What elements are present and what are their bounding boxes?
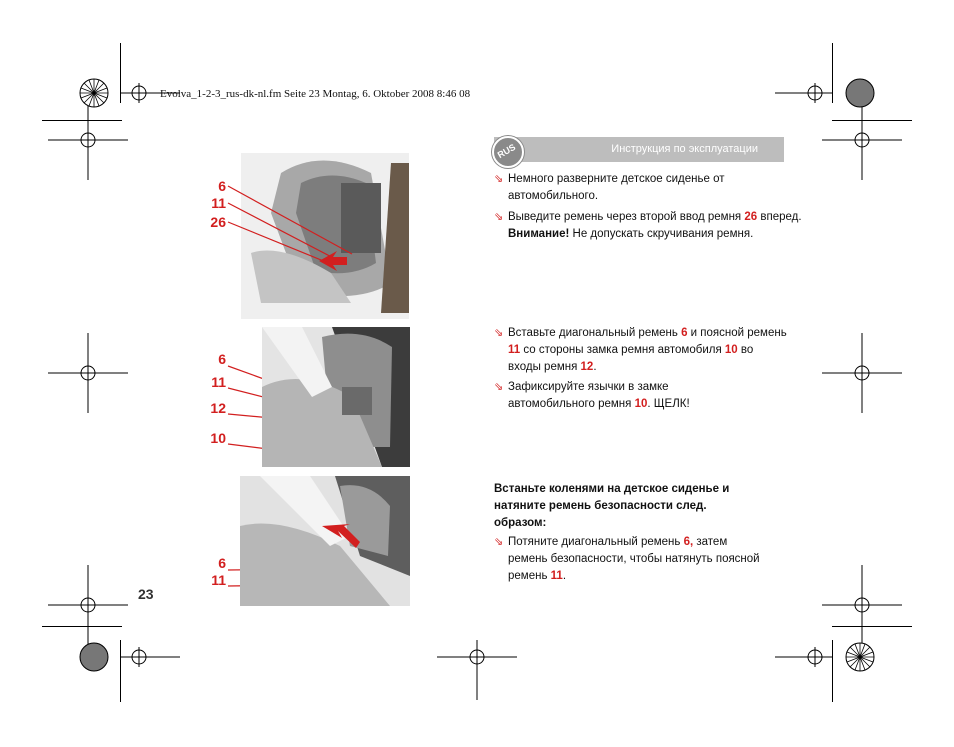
label-6: 6 [218, 178, 226, 194]
label-12: 12 [210, 400, 226, 416]
label-26: 26 [210, 214, 226, 230]
language-badge: RUS [492, 136, 524, 168]
tighten-belt-illustration [240, 476, 410, 606]
step-3-1: ⇘ Потяните диагональный ремень 6, затем ремень безопасности, чтобы натянуть поясной ремень 11. [494, 536, 760, 582]
step-2-2: ⇘ Зафиксируйте язычки в замке автомобильного ремня 10. ЩЕЛК! [494, 381, 690, 410]
photo-3 [240, 476, 410, 606]
step-1-2: ⇘ Выведите ремень через второй ввод ремня 26 вперед. Внимание! Не допускать скручивания ремня. [494, 211, 802, 240]
step-arrow-icon: ⇘ [494, 211, 504, 223]
label-11: 11 [211, 572, 226, 588]
step-2-1: ⇘ Вставьте диагональный ремень 6 и поясной ремень 11 со стороны замка ремня автомобиля 10 во входы ремня 12. [494, 327, 787, 373]
buckle-illustration [262, 327, 410, 467]
label-11: 11 [211, 374, 226, 390]
step-arrow-icon: ⇘ [494, 327, 504, 339]
section-title: Инструкция по эксплуатации [611, 143, 758, 155]
label-6: 6 [218, 555, 226, 571]
page-number: 23 [138, 586, 154, 602]
step-arrow-icon: ⇘ [494, 381, 504, 393]
step-arrow-icon: ⇘ [494, 173, 504, 185]
warning-label: Внимание! [508, 228, 570, 240]
step-arrow-icon: ⇘ [494, 536, 504, 548]
photo-2 [262, 327, 410, 467]
section-heading: Встаньте коленями на детское сиденье и натяните ремень безопасности след. образом: [494, 483, 730, 529]
file-header: Evolva_1-2-3_rus-dk-nl.fm Seite 23 Montag, 6. Oktober 2008 8:46 08 [160, 88, 471, 100]
label-10: 10 [210, 430, 226, 446]
label-11: 11 [211, 195, 226, 211]
label-6: 6 [218, 351, 226, 367]
step-1-1: ⇘ Немного разверните детское сиденье от автомобильного. [494, 173, 725, 202]
